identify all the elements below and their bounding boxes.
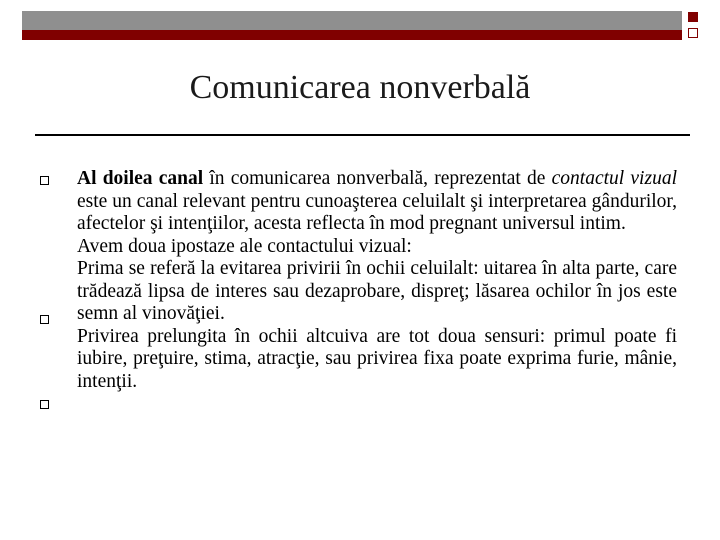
paragraph-text: în comunicarea nonverbală, reprezentat de — [203, 168, 552, 189]
slide-title: Comunicarea nonverbală — [189, 69, 531, 106]
paragraph-text: este un canal relevant pentru cunoaşterea celuilalt şi interpretarea gândurilor, afectelor şi intenţiilor, acesta reflecta în mod pregnant universul intim. — [77, 190, 677, 234]
slide-body — [77, 168, 677, 393]
italic-term: contactul vizual — [551, 168, 677, 189]
paragraph-privirea: Privirea prelungita în ochii altcuiva are tot doua sensuri: primul poate fi iubire, preţuire, stima, atracţie, sau privirea fixa poate exprima furie, mânie, intenţii. — [77, 325, 677, 392]
corner-square-filled — [688, 12, 698, 22]
bullet-square-icon — [40, 400, 49, 409]
paragraph-ipostaze: Avem doua ipostaze ale contactului vizual: — [77, 235, 412, 257]
title-divider — [35, 134, 690, 136]
bold-lead: Al doilea canal — [77, 168, 204, 189]
bullet-square-icon — [40, 176, 49, 185]
paragraph-evitarea: Prima se referă la evitarea privirii în ochii celuilalt: uitarea în alta parte, care trădează lipsa de interes sau dezaprobare, dispreţ; lăsarea ochilor în jos este semn al vinovăţiei. — [77, 258, 677, 324]
corner-square-outline — [688, 28, 698, 38]
header-bar-red — [22, 30, 682, 40]
bullet-square-icon — [40, 315, 49, 324]
header-bar-gray — [22, 11, 682, 30]
paragraph-contact-vizual — [77, 168, 677, 236]
